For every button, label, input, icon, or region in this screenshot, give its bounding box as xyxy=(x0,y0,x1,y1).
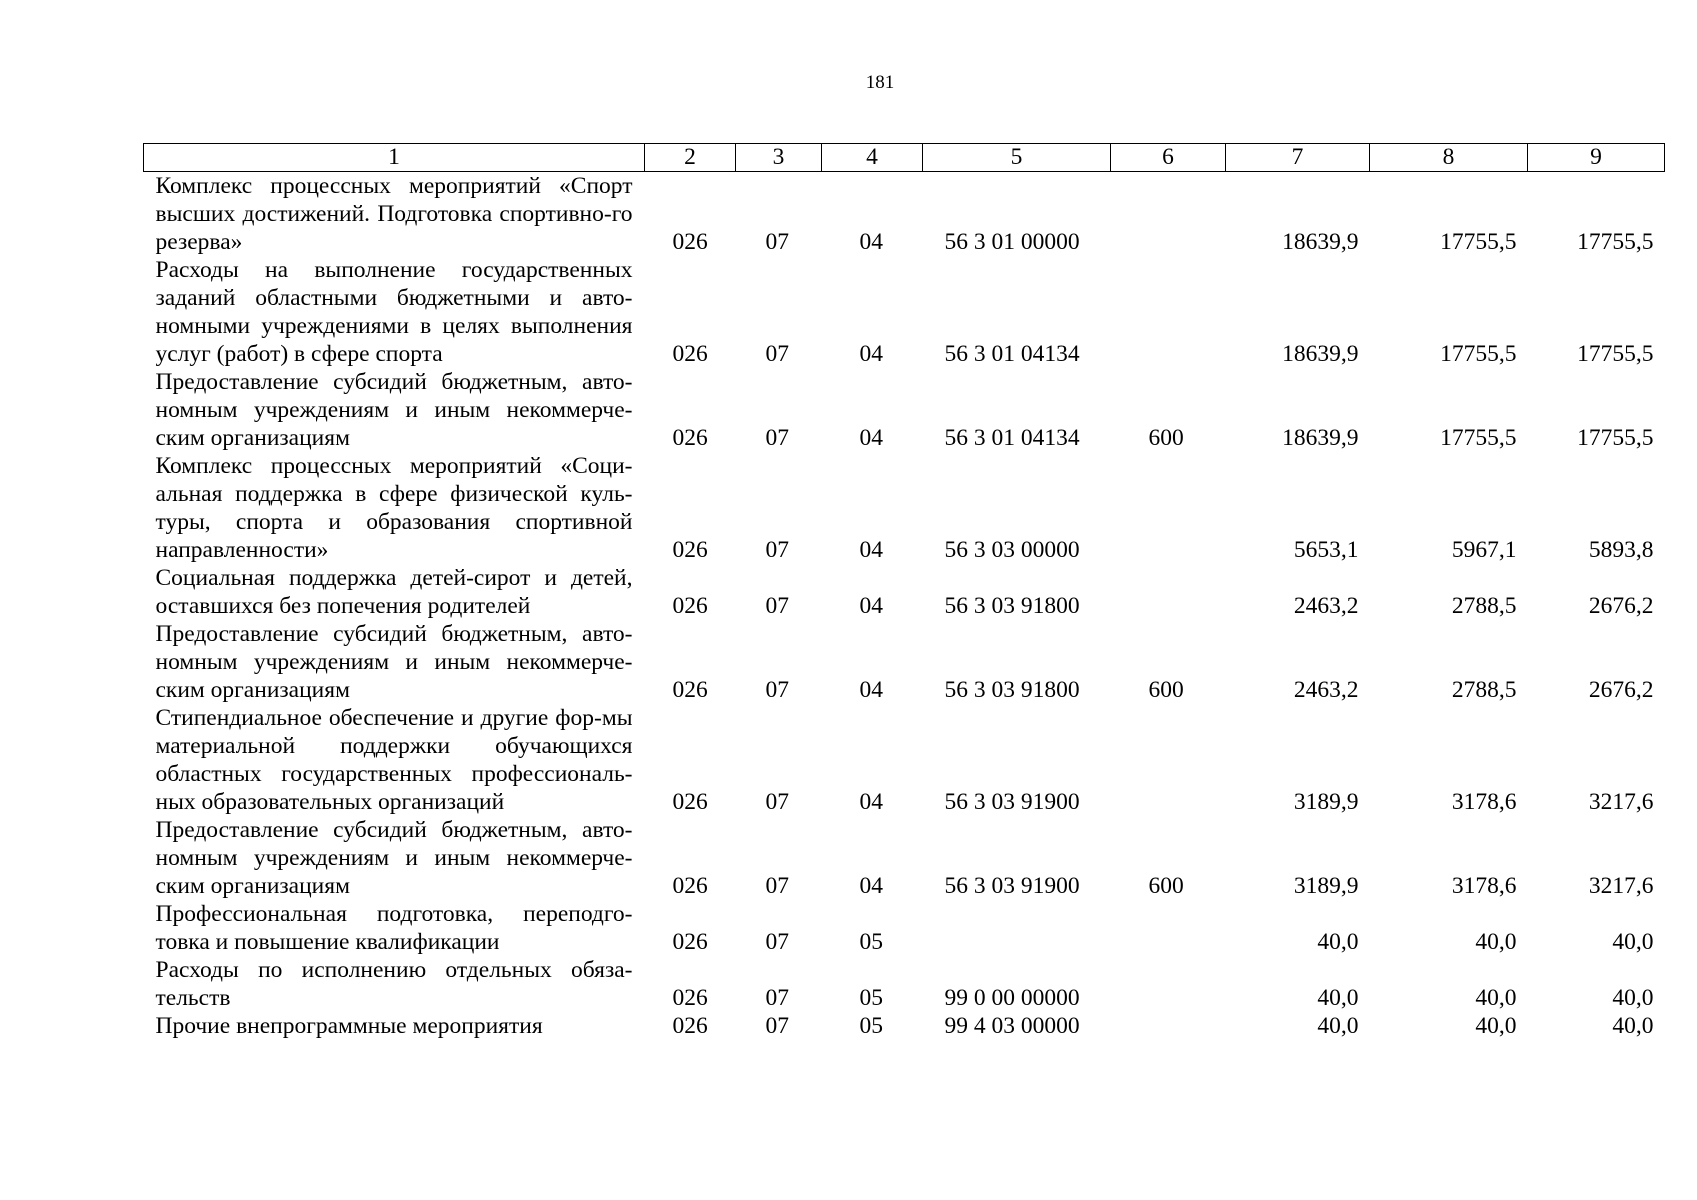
cell-subsection: 04 xyxy=(859,593,883,619)
cell-amount-col8: 3178,6 xyxy=(1451,873,1517,899)
cell-ministry-code: 026 xyxy=(672,341,708,367)
cell-amount-col7: 40,0 xyxy=(1317,1013,1359,1039)
column-header-6: 6 xyxy=(1111,144,1226,172)
budget-table xyxy=(143,143,1665,1040)
cell-section: 07 xyxy=(765,537,789,563)
cell-expense-type xyxy=(1111,900,1226,956)
cell-target-article: 56 3 03 91800 xyxy=(944,593,1080,619)
cell-ministry-code: 026 xyxy=(672,1013,708,1039)
cell-section: 07 xyxy=(765,1013,789,1039)
cell-expense-type xyxy=(1111,1012,1226,1040)
column-number-header xyxy=(144,144,1665,172)
table-row xyxy=(144,256,1665,368)
row-name: Прочие внепрограммные мероприятия xyxy=(155,1013,543,1039)
row-name: Расходы на выполнение государственных заданий областными бюджетными и авто-номными учреждениями в целях выполнения услуг (работ) в сфере спорта xyxy=(155,257,633,367)
cell-amount-col9: 40,0 xyxy=(1612,1013,1654,1039)
cell-amount-col8: 17755,5 xyxy=(1440,229,1517,255)
cell-subsection: 04 xyxy=(859,537,883,563)
cell-section: 07 xyxy=(765,789,789,815)
cell-expense-type xyxy=(1111,704,1226,816)
row-name: Предоставление субсидий бюджетным, авто-номным учреждениям и иным некоммерче-ским организациям xyxy=(155,369,633,451)
cell-target-article: 56 3 03 91800 xyxy=(944,677,1080,703)
cell-section: 07 xyxy=(765,677,789,703)
cell-expense-type: 600 xyxy=(1148,677,1184,703)
column-header-3: 3 xyxy=(736,144,822,172)
column-header-9: 9 xyxy=(1528,144,1665,172)
cell-amount-col8: 40,0 xyxy=(1475,929,1517,955)
cell-subsection: 05 xyxy=(859,1013,883,1039)
cell-subsection: 04 xyxy=(859,873,883,899)
cell-amount-col7: 40,0 xyxy=(1317,985,1359,1011)
table-row xyxy=(144,620,1665,704)
cell-section: 07 xyxy=(765,593,789,619)
cell-subsection: 04 xyxy=(859,789,883,815)
row-name: Предоставление субсидий бюджетным, авто-номным учреждениям и иным некоммерче-ским организациям xyxy=(155,817,633,899)
cell-section: 07 xyxy=(765,229,789,255)
cell-amount-col7: 18639,9 xyxy=(1282,341,1359,367)
cell-target-article: 99 0 00 00000 xyxy=(944,985,1080,1011)
cell-amount-col9: 40,0 xyxy=(1612,929,1654,955)
cell-section: 07 xyxy=(765,341,789,367)
cell-expense-type xyxy=(1111,564,1226,620)
cell-amount-col9: 40,0 xyxy=(1612,985,1654,1011)
cell-amount-col7: 3189,9 xyxy=(1293,789,1359,815)
row-name: Расходы по исполнению отдельных обяза-тельств xyxy=(155,957,633,1011)
cell-amount-col9: 3217,6 xyxy=(1588,789,1654,815)
page-number: 181 xyxy=(865,72,895,93)
table-row xyxy=(144,368,1665,452)
column-header-8: 8 xyxy=(1370,144,1528,172)
cell-target-article: 56 3 03 91900 xyxy=(944,873,1080,899)
cell-amount-col9: 5893,8 xyxy=(1588,537,1654,563)
cell-target-article: 56 3 01 04134 xyxy=(944,425,1080,451)
cell-ministry-code: 026 xyxy=(672,873,708,899)
cell-ministry-code: 026 xyxy=(672,789,708,815)
cell-subsection: 04 xyxy=(859,425,883,451)
column-header-2: 2 xyxy=(645,144,736,172)
cell-amount-col7: 18639,9 xyxy=(1282,229,1359,255)
cell-expense-type xyxy=(1111,956,1226,1012)
cell-expense-type: 600 xyxy=(1148,425,1184,451)
cell-target-article: 99 4 03 00000 xyxy=(944,1013,1080,1039)
row-name: Профессиональная подготовка, переподго-товка и повышение квалификации xyxy=(155,901,633,955)
cell-amount-col8: 40,0 xyxy=(1475,985,1517,1011)
cell-amount-col8: 17755,5 xyxy=(1440,425,1517,451)
cell-amount-col7: 40,0 xyxy=(1317,929,1359,955)
cell-subsection: 05 xyxy=(859,985,883,1011)
cell-subsection: 05 xyxy=(859,929,883,955)
cell-amount-col8: 5967,1 xyxy=(1451,537,1517,563)
cell-amount-col9: 2676,2 xyxy=(1588,593,1654,619)
cell-expense-type xyxy=(1111,452,1226,564)
cell-target-article: 56 3 01 00000 xyxy=(944,229,1080,255)
cell-expense-type xyxy=(1111,172,1226,257)
cell-amount-col7: 2463,2 xyxy=(1293,677,1359,703)
table-row xyxy=(144,172,1665,257)
cell-section: 07 xyxy=(765,873,789,899)
column-header-4: 4 xyxy=(822,144,923,172)
cell-amount-col8: 17755,5 xyxy=(1440,341,1517,367)
cell-section: 07 xyxy=(765,929,789,955)
column-header-1: 1 xyxy=(144,144,645,172)
cell-subsection: 04 xyxy=(859,677,883,703)
row-name: Социальная поддержка детей-сирот и детей, оставшихся без попечения родителей xyxy=(155,565,633,619)
table-row xyxy=(144,1012,1665,1040)
cell-expense-type xyxy=(1111,256,1226,368)
cell-ministry-code: 026 xyxy=(672,425,708,451)
cell-ministry-code: 026 xyxy=(672,229,708,255)
table-row xyxy=(144,704,1665,816)
cell-amount-col9: 3217,6 xyxy=(1588,873,1654,899)
cell-subsection: 04 xyxy=(859,229,883,255)
table-row xyxy=(144,452,1665,564)
row-name: Комплекс процессных мероприятий «Соци-альная поддержка в сфере физической куль-туры, спорта и образования спортивной направленности» xyxy=(155,453,633,563)
cell-ministry-code: 026 xyxy=(672,677,708,703)
table-row xyxy=(144,564,1665,620)
column-header-7: 7 xyxy=(1226,144,1370,172)
column-header-5: 5 xyxy=(923,144,1111,172)
cell-amount-col8: 3178,6 xyxy=(1451,789,1517,815)
cell-section: 07 xyxy=(765,985,789,1011)
table-row xyxy=(144,816,1665,900)
cell-amount-col9: 2676,2 xyxy=(1588,677,1654,703)
row-name: Стипендиальное обеспечение и другие фор-мы материальной поддержки обучающихся областных государственных профессиональ-ных образовательных организаций xyxy=(155,705,633,815)
cell-amount-col8: 2788,5 xyxy=(1451,593,1517,619)
cell-amount-col9: 17755,5 xyxy=(1577,341,1654,367)
cell-ministry-code: 026 xyxy=(672,537,708,563)
row-name: Комплекс процессных мероприятий «Спорт высших достижений. Подготовка спортивно-го резерва» xyxy=(155,173,633,255)
cell-section: 07 xyxy=(765,425,789,451)
row-name: Предоставление субсидий бюджетным, авто-номным учреждениям и иным некоммерче-ским организациям xyxy=(155,621,633,703)
cell-expense-type: 600 xyxy=(1148,873,1184,899)
cell-target-article xyxy=(923,900,1111,956)
cell-target-article: 56 3 03 00000 xyxy=(944,537,1080,563)
cell-ministry-code: 026 xyxy=(672,985,708,1011)
cell-amount-col8: 2788,5 xyxy=(1451,677,1517,703)
cell-amount-col8: 40,0 xyxy=(1475,1013,1517,1039)
cell-amount-col7: 18639,9 xyxy=(1282,425,1359,451)
table-row xyxy=(144,900,1665,956)
cell-ministry-code: 026 xyxy=(672,929,708,955)
table-row xyxy=(144,956,1665,1012)
cell-subsection: 04 xyxy=(859,341,883,367)
cell-amount-col7: 2463,2 xyxy=(1293,593,1359,619)
cell-target-article: 56 3 03 91900 xyxy=(944,789,1080,815)
cell-target-article: 56 3 01 04134 xyxy=(944,341,1080,367)
cell-amount-col9: 17755,5 xyxy=(1577,229,1654,255)
cell-amount-col7: 3189,9 xyxy=(1293,873,1359,899)
cell-amount-col9: 17755,5 xyxy=(1577,425,1654,451)
cell-amount-col7: 5653,1 xyxy=(1293,537,1359,563)
cell-ministry-code: 026 xyxy=(672,593,708,619)
